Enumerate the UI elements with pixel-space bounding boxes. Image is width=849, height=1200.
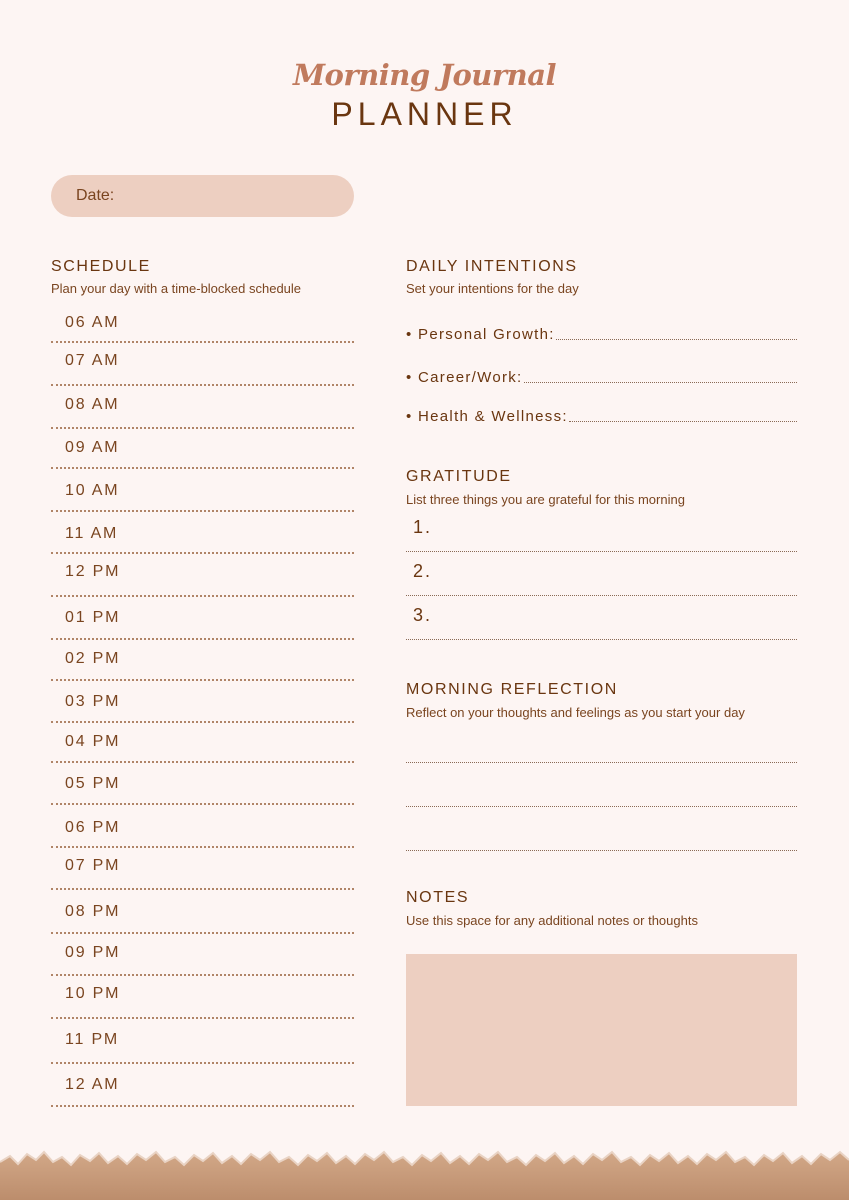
intention-health-wellness[interactable]	[406, 408, 797, 425]
time-label: 08 PM	[65, 903, 121, 920]
write-line[interactable]	[569, 421, 797, 422]
schedule-row-3[interactable]	[51, 439, 354, 469]
schedule-row-0[interactable]	[51, 314, 354, 343]
schedule-row-14[interactable]	[51, 903, 354, 934]
notes-subtitle: Use this space for any additional notes or thoughts	[406, 913, 698, 928]
intentions-title: DAILY INTENTIONS	[406, 258, 578, 275]
schedule-title: SCHEDULE	[51, 258, 151, 275]
schedule-row-9[interactable]	[51, 693, 354, 723]
schedule-row-15[interactable]	[51, 944, 354, 976]
notes-area[interactable]	[406, 954, 797, 1106]
reflection-line-3[interactable]	[406, 850, 797, 851]
write-line[interactable]	[524, 382, 797, 383]
schedule-row-4[interactable]	[51, 482, 354, 512]
gratitude-line-1[interactable]	[406, 516, 797, 552]
time-label: 02 PM	[65, 650, 121, 667]
schedule-row-8[interactable]	[51, 650, 354, 681]
time-label: 04 PM	[65, 733, 121, 750]
intention-label: • Health & Wellness:	[406, 408, 568, 425]
intention-label: • Career/Work:	[406, 369, 523, 386]
time-label: 12 AM	[65, 1076, 120, 1093]
schedule-row-12[interactable]	[51, 819, 354, 848]
time-label: 10 PM	[65, 985, 121, 1002]
time-label: 07 PM	[65, 857, 121, 874]
gratitude-subtitle: List three things you are grateful for this morning	[406, 492, 685, 507]
reflection-title: MORNING REFLECTION	[406, 681, 618, 698]
gratitude-number: 1.	[413, 517, 433, 537]
time-label: 07 AM	[65, 352, 120, 369]
planner-script-title: Morning Journal	[292, 58, 557, 92]
time-label: 03 PM	[65, 693, 121, 710]
schedule-row-5[interactable]	[51, 525, 354, 554]
schedule-row-7[interactable]	[51, 609, 354, 640]
schedule-row-17[interactable]	[51, 1031, 354, 1064]
reflection-line-2[interactable]	[406, 806, 797, 807]
time-label: 08 AM	[65, 396, 120, 413]
time-label: 09 AM	[65, 439, 120, 456]
date-field[interactable]	[51, 175, 354, 217]
gratitude-number: 2.	[413, 561, 433, 581]
time-label: 05 PM	[65, 775, 121, 792]
schedule-row-16[interactable]	[51, 985, 354, 1019]
schedule-row-6[interactable]	[51, 563, 354, 597]
intention-personal-growth[interactable]	[406, 326, 797, 343]
schedule-row-11[interactable]	[51, 775, 354, 805]
time-label: 09 PM	[65, 944, 121, 961]
gratitude-number: 3.	[413, 605, 433, 625]
torn-paper-footer	[0, 1140, 849, 1200]
gratitude-line-2[interactable]	[406, 560, 797, 596]
schedule-row-13[interactable]	[51, 857, 354, 890]
gratitude-line-3[interactable]	[406, 604, 797, 640]
reflection-line-1[interactable]	[406, 762, 797, 763]
schedule-row-1[interactable]	[51, 352, 354, 386]
time-label: 06 PM	[65, 819, 121, 836]
time-label: 11 AM	[65, 525, 119, 542]
gratitude-title: GRATITUDE	[406, 468, 512, 485]
schedule-row-10[interactable]	[51, 733, 354, 763]
notes-title: NOTES	[406, 889, 470, 906]
time-label: 10 AM	[65, 482, 120, 499]
date-label: Date:	[76, 187, 115, 204]
intentions-subtitle: Set your intentions for the day	[406, 281, 579, 296]
schedule-row-18[interactable]	[51, 1076, 354, 1107]
reflection-subtitle: Reflect on your thoughts and feelings as you start your day	[406, 705, 745, 720]
intention-label: • Personal Growth:	[406, 326, 555, 343]
time-label: 11 PM	[65, 1031, 120, 1048]
schedule-subtitle: Plan your day with a time-blocked schedule	[51, 281, 302, 296]
time-label: 01 PM	[65, 609, 121, 626]
write-line[interactable]	[556, 339, 797, 340]
planner-title: PLANNER	[331, 96, 518, 132]
intention-career-work[interactable]	[406, 369, 797, 386]
schedule-row-2[interactable]	[51, 396, 354, 429]
time-label: 12 PM	[65, 563, 121, 580]
time-label: 06 AM	[65, 314, 120, 331]
